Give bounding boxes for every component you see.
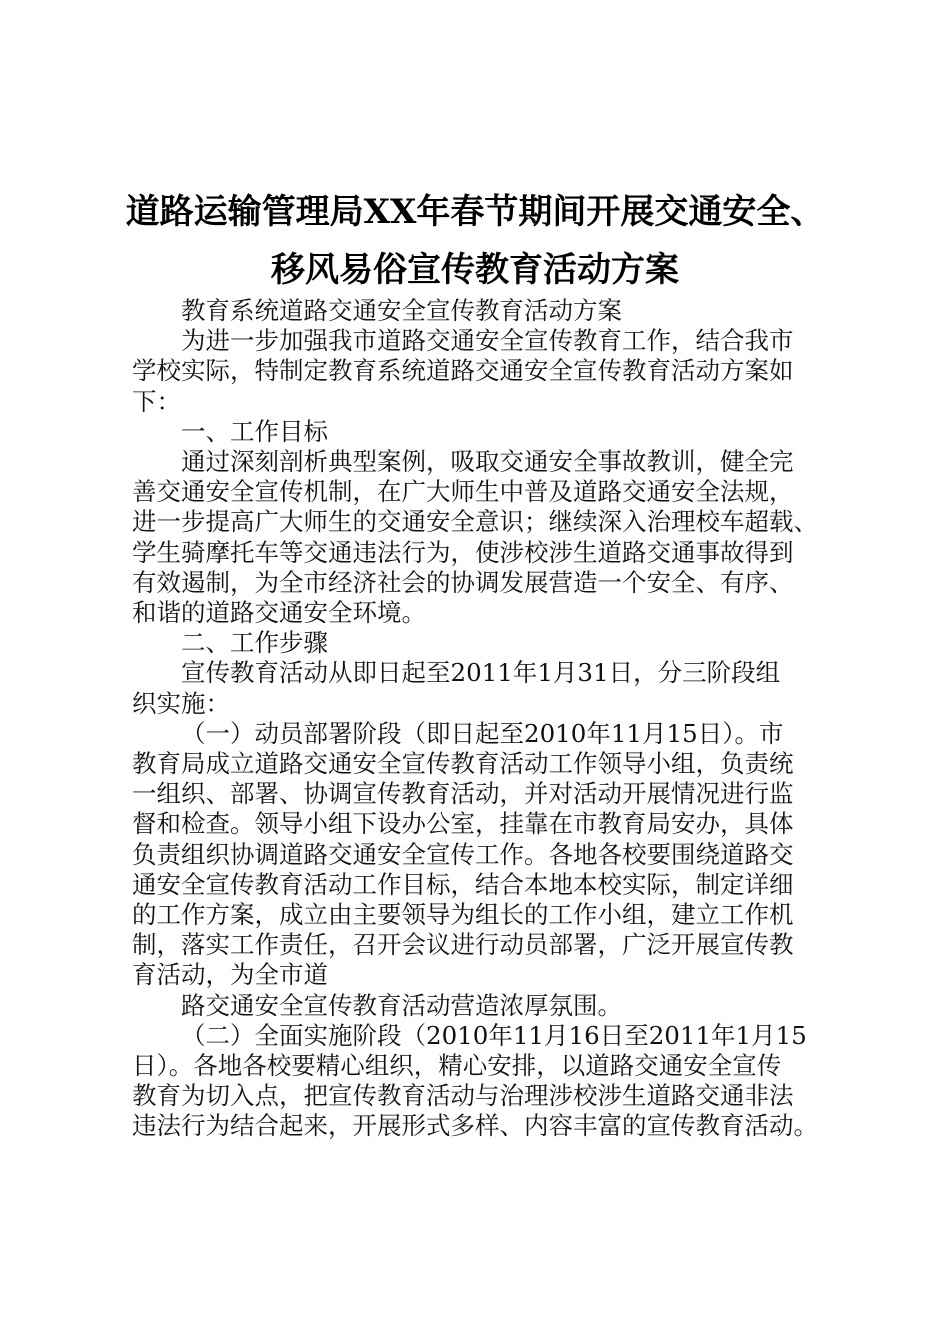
intro-paragraph — [132, 326, 852, 417]
text-line: 制，落实工作责任，召开会议进行动员部署，广泛开展宣传教 — [132, 930, 794, 960]
text-line: 育活动，为全市道 — [132, 960, 328, 990]
text-line: 教育局成立道路交通安全宣传教育活动工作领导小组，负责统 — [132, 749, 794, 779]
text-line: 和谐的道路交通安全环境。 — [132, 598, 426, 628]
text-line: 进一步提高广大师生的交通安全意识；继续深入治理校车超载、 — [132, 507, 818, 537]
section-heading: 二、工作步骤 — [181, 628, 328, 658]
phase-1-continuation-paragraph — [132, 991, 852, 1021]
phase-2-paragraph — [132, 1021, 852, 1142]
text-line: 负责组织协调道路交通安全宣传工作。各地各校要围绕道路交 — [132, 839, 794, 869]
text-line: 的工作方案，成立由主要领导为组长的工作小组，建立工作机 — [132, 900, 794, 930]
document-body — [132, 296, 852, 1142]
subtitle: 教育系统道路交通安全宣传教育活动方案 — [181, 296, 622, 325]
text-line: 一组织、部署、协调宣传教育活动，并对活动开展情况进行监 — [132, 779, 794, 809]
section-2-paragraph — [132, 658, 852, 718]
text-line: 通安全宣传教育活动工作目标，结合本地本校实际，制定详细 — [132, 869, 794, 899]
text-line: 路交通安全宣传教育活动营造浓厚氛围。 — [181, 990, 622, 1020]
text-line: 下： — [132, 386, 181, 416]
text-line: 日）。各地各校要精心组织，精心安排，以道路交通安全宣传 — [132, 1051, 782, 1081]
section-1-heading-paragraph — [132, 417, 852, 447]
text-line: 违法行为结合起来，开展形式多样、内容丰富的宣传教育活动。 — [132, 1111, 818, 1141]
document-title-line-1: 道路运输管理局XX年春节期间开展交通安全、 — [125, 192, 825, 232]
text-line: 宣传教育活动从即日起至2011年1月31日，分三阶段组 — [181, 658, 781, 688]
text-line: 为进一步加强我市道路交通安全宣传教育工作，结合我市 — [181, 326, 794, 356]
section-2-heading-paragraph — [132, 628, 852, 658]
text-line: 督和检查。领导小组下设办公室，挂靠在市教育局安办，具体 — [132, 809, 794, 839]
section-1-paragraph — [132, 447, 852, 628]
section-heading: 一、工作目标 — [181, 416, 328, 446]
phase-1-paragraph — [132, 719, 852, 991]
text-line: 有效遏制，为全市经济社会的协调发展营造一个安全、有序、 — [132, 567, 794, 597]
text-line: 善交通安全宣传机制，在广大师生中普及道路交通安全法规， — [132, 477, 794, 507]
subtitle-paragraph — [132, 296, 852, 326]
text-line: 学生骑摩托车等交通违法行为，使涉校涉生道路交通事故得到 — [132, 537, 794, 567]
document-title-line-2: 移风易俗宣传教育活动方案 — [271, 250, 679, 290]
text-line: 通过深刻剖析典型案例，吸取交通安全事故教训，健全完 — [181, 447, 794, 477]
text-line: 学校实际，特制定教育系统道路交通安全宣传教育活动方案如 — [132, 356, 794, 386]
text-line: （一）动员部署阶段（即日起至2010年11月15日）。市 — [181, 718, 784, 748]
text-line: 织实施： — [132, 688, 230, 718]
text-line: 教育为切入点，把宣传教育活动与治理涉校涉生道路交通非法 — [132, 1081, 794, 1111]
text-line: （二）全面实施阶段（2010年11月16日至2011年1月15 — [181, 1020, 807, 1050]
